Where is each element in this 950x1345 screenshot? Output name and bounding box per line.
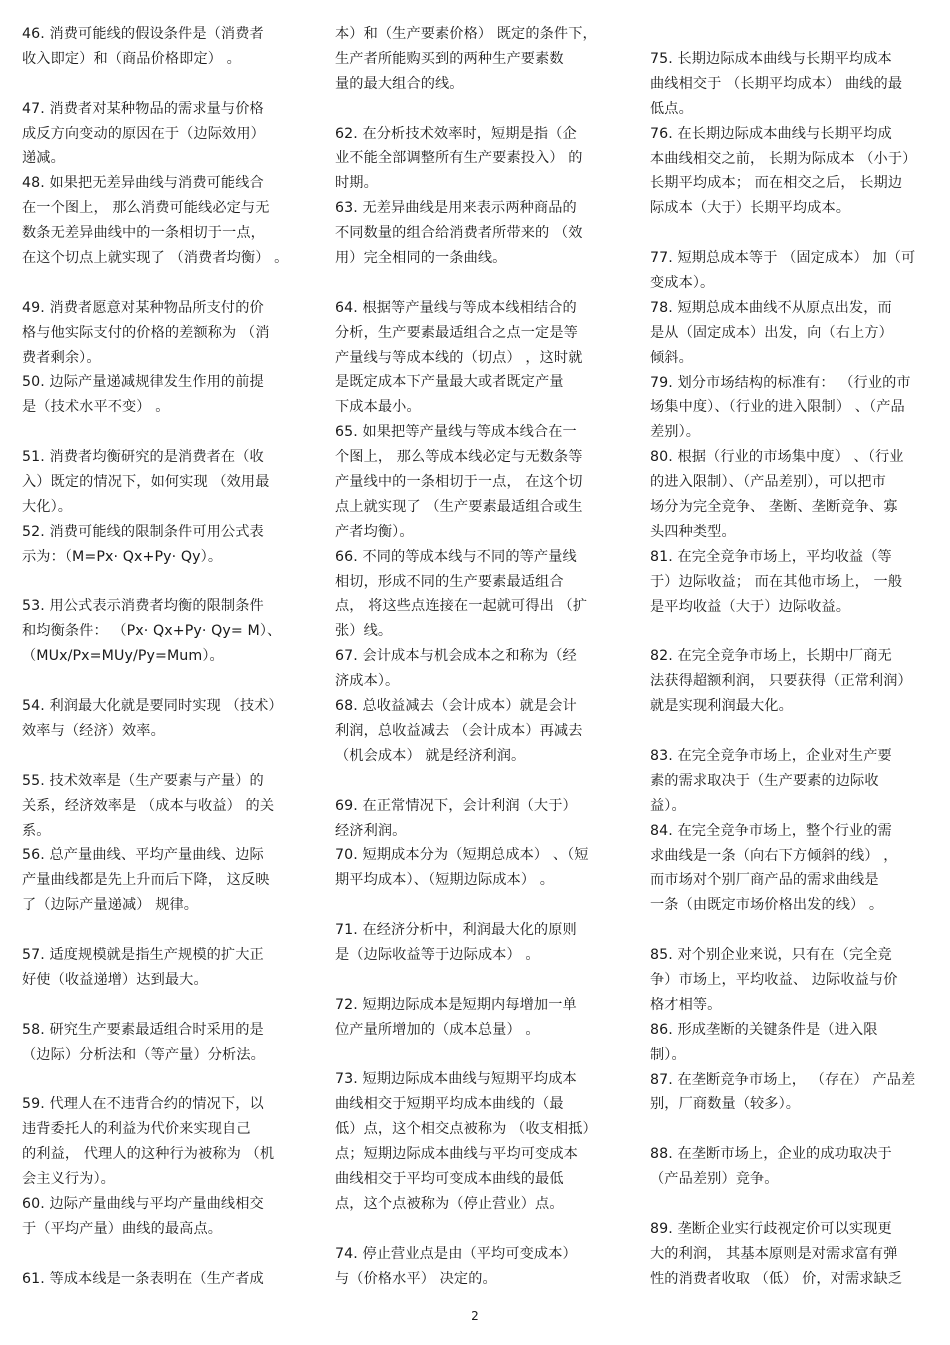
text-line: 80. 根据（行业的市场集中度） 、（行业 [650, 449, 904, 466]
text-line: 72. 短期边际成本是短期内每增加一单 [335, 996, 577, 1013]
text-line: 头四种类型。 [650, 523, 736, 540]
text-line: 54. 利润最大化就是要同时实现 （技术） [22, 698, 283, 715]
text-line: 曲线相交于短期平均成本曲线的（最 [335, 1096, 564, 1113]
text-line: 期平均成本）、（短期边际成本） 。 [335, 872, 555, 889]
text-line [22, 72, 312, 97]
text-line: 50. 边际产量递减规律发生作用的前提 [22, 374, 264, 391]
text-line: 求曲线是一条（向右下方倾斜的线） ， [650, 847, 898, 864]
text-line: 了（边际产量递减） 规律。 [22, 897, 199, 914]
text-line: 在这个切点上就实现了 （消费者均衡） 。 [22, 250, 289, 267]
text-line: 87. 在垄断竞争市场上， （存在） 产品差 [650, 1071, 916, 1088]
text-line: 46. 消费可能线的假设条件是（消费者 [22, 26, 264, 42]
text-line: 用）完全相同的一条曲线。 [335, 250, 507, 267]
text-line [22, 669, 312, 694]
text-line: 67. 会计成本与机会成本之和称为（经 [335, 648, 577, 665]
text-line: 是（技术水平不变） 。 [22, 399, 170, 416]
text-line: 70. 短期成本分为（短期总成本） 、（短 [335, 847, 589, 864]
text-line [22, 570, 312, 595]
text-line: 不同数量的组合给消费者所带来的 （效 [335, 225, 583, 242]
text-line: 别，厂商数量（较多）。 [650, 1096, 801, 1113]
text-line: 61. 等成本线是一条表明在（生产者成 [22, 1270, 264, 1287]
text-line: 69. 在正常情况下，会计利润（大于） [335, 797, 577, 814]
text-line: 83. 在完全竞争市场上，企业对生产要 [650, 747, 892, 764]
text-line [335, 769, 625, 794]
text-line: 与（价格水平） 决定的。 [335, 1270, 497, 1287]
text-line: 生产者所能购买到的两种生产要素数 [335, 50, 564, 67]
text-line: 下成本最小。 [335, 399, 421, 416]
text-line [650, 918, 935, 943]
text-line: 55. 技术效率是（生产要素与产量）的 [22, 772, 264, 789]
text-line: 争）市场上，平均收益、 边际收益与价 [650, 971, 898, 988]
text-line: 76. 在长期边际成本曲线与长期平均成 [650, 125, 892, 142]
text-line: 的进入限制）、（产品差别），可以把市 [650, 474, 886, 491]
text-line: 85. 对个别企业来说，只有在（完全竞 [650, 947, 892, 964]
text-line [335, 1043, 625, 1068]
text-line: 低点。 [650, 100, 693, 117]
text-line: 性的消费者收取 （低） 价，对需求缺乏 [650, 1270, 903, 1287]
text-line: 益）。 [650, 797, 686, 814]
text-line: 51. 消费者均衡研究的是消费者在（收 [22, 449, 264, 466]
text-line: 71. 在经济分析中，利润最大化的原则 [335, 922, 577, 939]
text-line: 变成本）。 [650, 275, 715, 292]
text-line: 的利益， 代理人的这种行为被称为 （机 [22, 1146, 275, 1163]
text-line: 63. 无差异曲线是用来表示两种商品的 [335, 200, 577, 217]
text-line: 77. 短期总成本等于 （固定成本） 加（可 [650, 250, 916, 267]
text-line: （边际）分析法和（等产量）分析法。 [22, 1046, 265, 1063]
text-line: 78. 短期总成本曲线不从原点出发，而 [650, 299, 892, 316]
text-line: 格才相等。 [650, 996, 722, 1013]
text-line: 89. 垄断企业实行歧视定价可以实现更 [650, 1220, 892, 1237]
text-line: 产量线与等成本线的（切点） ，这时就 [335, 349, 583, 366]
text-line: 经济利润。 [335, 822, 407, 839]
text-line: 56. 总产量曲线、平均产量曲线、边际 [22, 847, 264, 864]
text-column-3 [650, 47, 935, 1292]
text-line: 48. 如果把无差异曲线与消费可能线合 [22, 175, 264, 192]
text-line: 62. 在分析技术效率时，短期是指（企 [335, 125, 577, 142]
text-line: 收入即定）和（商品价格即定） 。 [22, 50, 241, 67]
text-line: 是既定成本下产量最大或者既定产量 [335, 374, 564, 391]
text-line [650, 719, 935, 744]
text-line [22, 420, 312, 445]
text-line: 会主义行为）。 [22, 1170, 115, 1187]
text-column-2 [335, 22, 625, 1291]
text-line: 88. 在垄断市场上，企业的成功取决于 [650, 1146, 892, 1163]
text-line: 点，这个点被称为（停止营业）点。 [335, 1195, 564, 1212]
text-line: 就是实现利润最大化。 [650, 698, 793, 715]
text-line: 在一个图上， 那么消费可能线必定与无 [22, 200, 270, 217]
text-line: 法获得超额利润， 只要获得（正常利润） [650, 673, 912, 690]
text-line: 68. 总收益减去（会计成本）就是会计 [335, 698, 577, 715]
text-line: （MUx/Px=MUy/Py=Mum）。 [22, 648, 224, 665]
text-line: 于（平均产量）曲线的最高点。 [22, 1220, 223, 1237]
text-line [22, 1067, 312, 1092]
text-line [335, 893, 625, 918]
text-line: 分析，生产要素最适组合之点一定是等 [335, 324, 578, 341]
text-line: 59. 代理人在不违背合约的情况下，以 [22, 1096, 264, 1113]
text-line: 成反方向变动的原因在于（边际效用） [22, 125, 265, 142]
text-line: 产量线中的一条相切于一点， 在这个切 [335, 474, 583, 491]
text-line: 74. 停止营业点是由（平均可变成本） [335, 1245, 577, 1262]
text-line: 位产量所增加的（成本总量） 。 [335, 1021, 540, 1038]
text-line: 81. 在完全竞争市场上，平均收益（等 [650, 548, 892, 565]
text-line: 好使（收益递增）达到最大。 [22, 971, 208, 988]
text-line: （机会成本） 就是经济利润。 [335, 747, 526, 764]
text-line: 而市场对个别厂商产品的需求曲线是 [650, 872, 879, 889]
text-line: 49. 消费者愿意对某种物品所支付的价 [22, 299, 264, 316]
text-line [22, 1242, 312, 1267]
text-line: 是平均收益（大于）边际收益。 [650, 598, 851, 615]
text-line: 58. 研究生产要素最适组合时采用的是 [22, 1021, 264, 1038]
text-line [22, 918, 312, 943]
text-line: 制）。 [650, 1046, 686, 1063]
text-column-1 [22, 22, 312, 1291]
text-line: 个图上， 那么等成本线必定与无数条等 [335, 449, 583, 466]
text-line: 场集中度）、（行业的进入限制） 、（产品 [650, 399, 905, 416]
text-line: 低）点，这个相交点被称为 （收支相抵） [335, 1121, 597, 1138]
text-line [335, 1217, 625, 1242]
text-line: 52. 消费可能线的限制条件可用公式表 [22, 523, 264, 540]
text-line [335, 968, 625, 993]
text-line: 57. 适度规模就是指生产规模的扩大正 [22, 946, 264, 963]
text-line: 违背委托人的利益为代价来实现自己 [22, 1121, 251, 1138]
text-line: 时期。 [335, 175, 378, 192]
text-line: 业不能全部调整所有生产要素投入） 的 [335, 150, 583, 167]
text-line: 效率与（经济）效率。 [22, 722, 165, 739]
text-line: 差别）。 [650, 424, 701, 441]
text-line: 济成本）。 [335, 673, 400, 690]
text-line: 本）和（生产要素价格） 既定的条件下， [335, 26, 597, 42]
text-line: 入）既定的情况下，如何实现 （效用最 [22, 474, 270, 491]
text-line [22, 271, 312, 296]
text-line: 系。 [22, 822, 51, 839]
text-line [650, 221, 935, 246]
text-line: 长期平均成本； 而在相交之后， 长期边 [650, 175, 903, 192]
text-line: 86. 形成垄断的关键条件是（进入限 [650, 1021, 878, 1038]
text-line: 产者均衡）。 [335, 523, 414, 540]
text-line: 点上就实现了 （生产要素最适组合或生 [335, 498, 583, 515]
text-line: 大化）。 [22, 498, 73, 515]
text-line: 53. 用公式表示消费者均衡的限制条件 [22, 598, 264, 615]
text-line [335, 271, 625, 296]
text-line: 曲线相交于 （长期平均成本） 曲线的最 [650, 75, 903, 92]
text-line [650, 619, 935, 644]
text-line: 产量曲线都是先上升而后下降， 这反映 [22, 872, 270, 889]
text-line: 66. 不同的等成本线与不同的等产量线 [335, 548, 577, 565]
text-line: 79. 划分市场结构的标准有： （行业的市 [650, 374, 911, 391]
text-line: 费者剩余）。 [22, 349, 101, 366]
text-line: 点， 将这些点连接在一起就可得出 （扩 [335, 598, 588, 615]
text-line: 素的需求取决于（生产要素的边际收 [650, 772, 879, 789]
text-line: 75. 长期边际成本曲线与长期平均成本 [650, 51, 892, 67]
text-line: 量的最大组合的线。 [335, 75, 464, 92]
text-line: 点；短期边际成本曲线与平均可变成本 [335, 1146, 578, 1163]
text-line: 82. 在完全竞争市场上，长期中厂商无 [650, 648, 892, 665]
text-line: 相切，形成不同的生产要素最适组合 [335, 573, 564, 590]
text-line: 大的利润， 其基本原则是对需求富有弹 [650, 1245, 898, 1262]
text-line [650, 1192, 935, 1217]
text-line [22, 744, 312, 769]
text-line [22, 993, 312, 1018]
text-line: 张）线。 [335, 623, 393, 640]
text-line: 递减。 [22, 150, 65, 167]
text-line: 和均衡条件： （Px· Qx+Py· Qy= M）、 [22, 623, 282, 640]
text-line: 84. 在完全竞争市场上，整个行业的需 [650, 822, 892, 839]
text-line: （产品差别）竞争。 [650, 1171, 779, 1188]
text-line: 是从（固定成本）出发，向（右上方） [650, 324, 893, 341]
text-line [335, 97, 625, 122]
text-line: 利润，总收益减去 （会计成本）再减去 [335, 722, 583, 739]
text-line: 场分为完全竞争、 垄断、垄断竞争、寡 [650, 499, 898, 516]
text-line: 际成本（大于）长期平均成本。 [650, 200, 851, 217]
text-line: 本曲线相交之前， 长期为际成本 （小于） [650, 150, 917, 167]
text-line: 示为：（M=Px· Qx+Py· Qy）。 [22, 548, 223, 565]
text-line: 60. 边际产量曲线与平均产量曲线相交 [22, 1195, 264, 1212]
text-line: 64. 根据等产量线与等成本线相结合的 [335, 299, 577, 316]
text-line: 曲线相交于平均可变成本曲线的最低 [335, 1170, 564, 1187]
text-line: 73. 短期边际成本曲线与短期平均成本 [335, 1071, 577, 1088]
text-line: 数条无差异曲线中的一条相切于一点， [22, 225, 265, 242]
text-line: 47. 消费者对某种物品的需求量与价格 [22, 100, 264, 117]
text-line: 是（边际收益等于边际成本） 。 [335, 946, 540, 963]
text-line [650, 1117, 935, 1142]
text-line: 一条（由既定市场价格出发的线） 。 [650, 897, 884, 914]
text-line: 倾斜。 [650, 349, 693, 366]
text-line: 格与他实际支付的价格的差额称为 （消 [22, 324, 270, 341]
text-line: 65. 如果把等产量线与等成本线合在一 [335, 424, 577, 441]
text-line: 于）边际收益； 而在其他市场上， 一般 [650, 573, 903, 590]
page-number: 2 [471, 1309, 479, 1323]
text-line: 关系，经济效率是 （成本与收益） 的关 [22, 797, 275, 814]
